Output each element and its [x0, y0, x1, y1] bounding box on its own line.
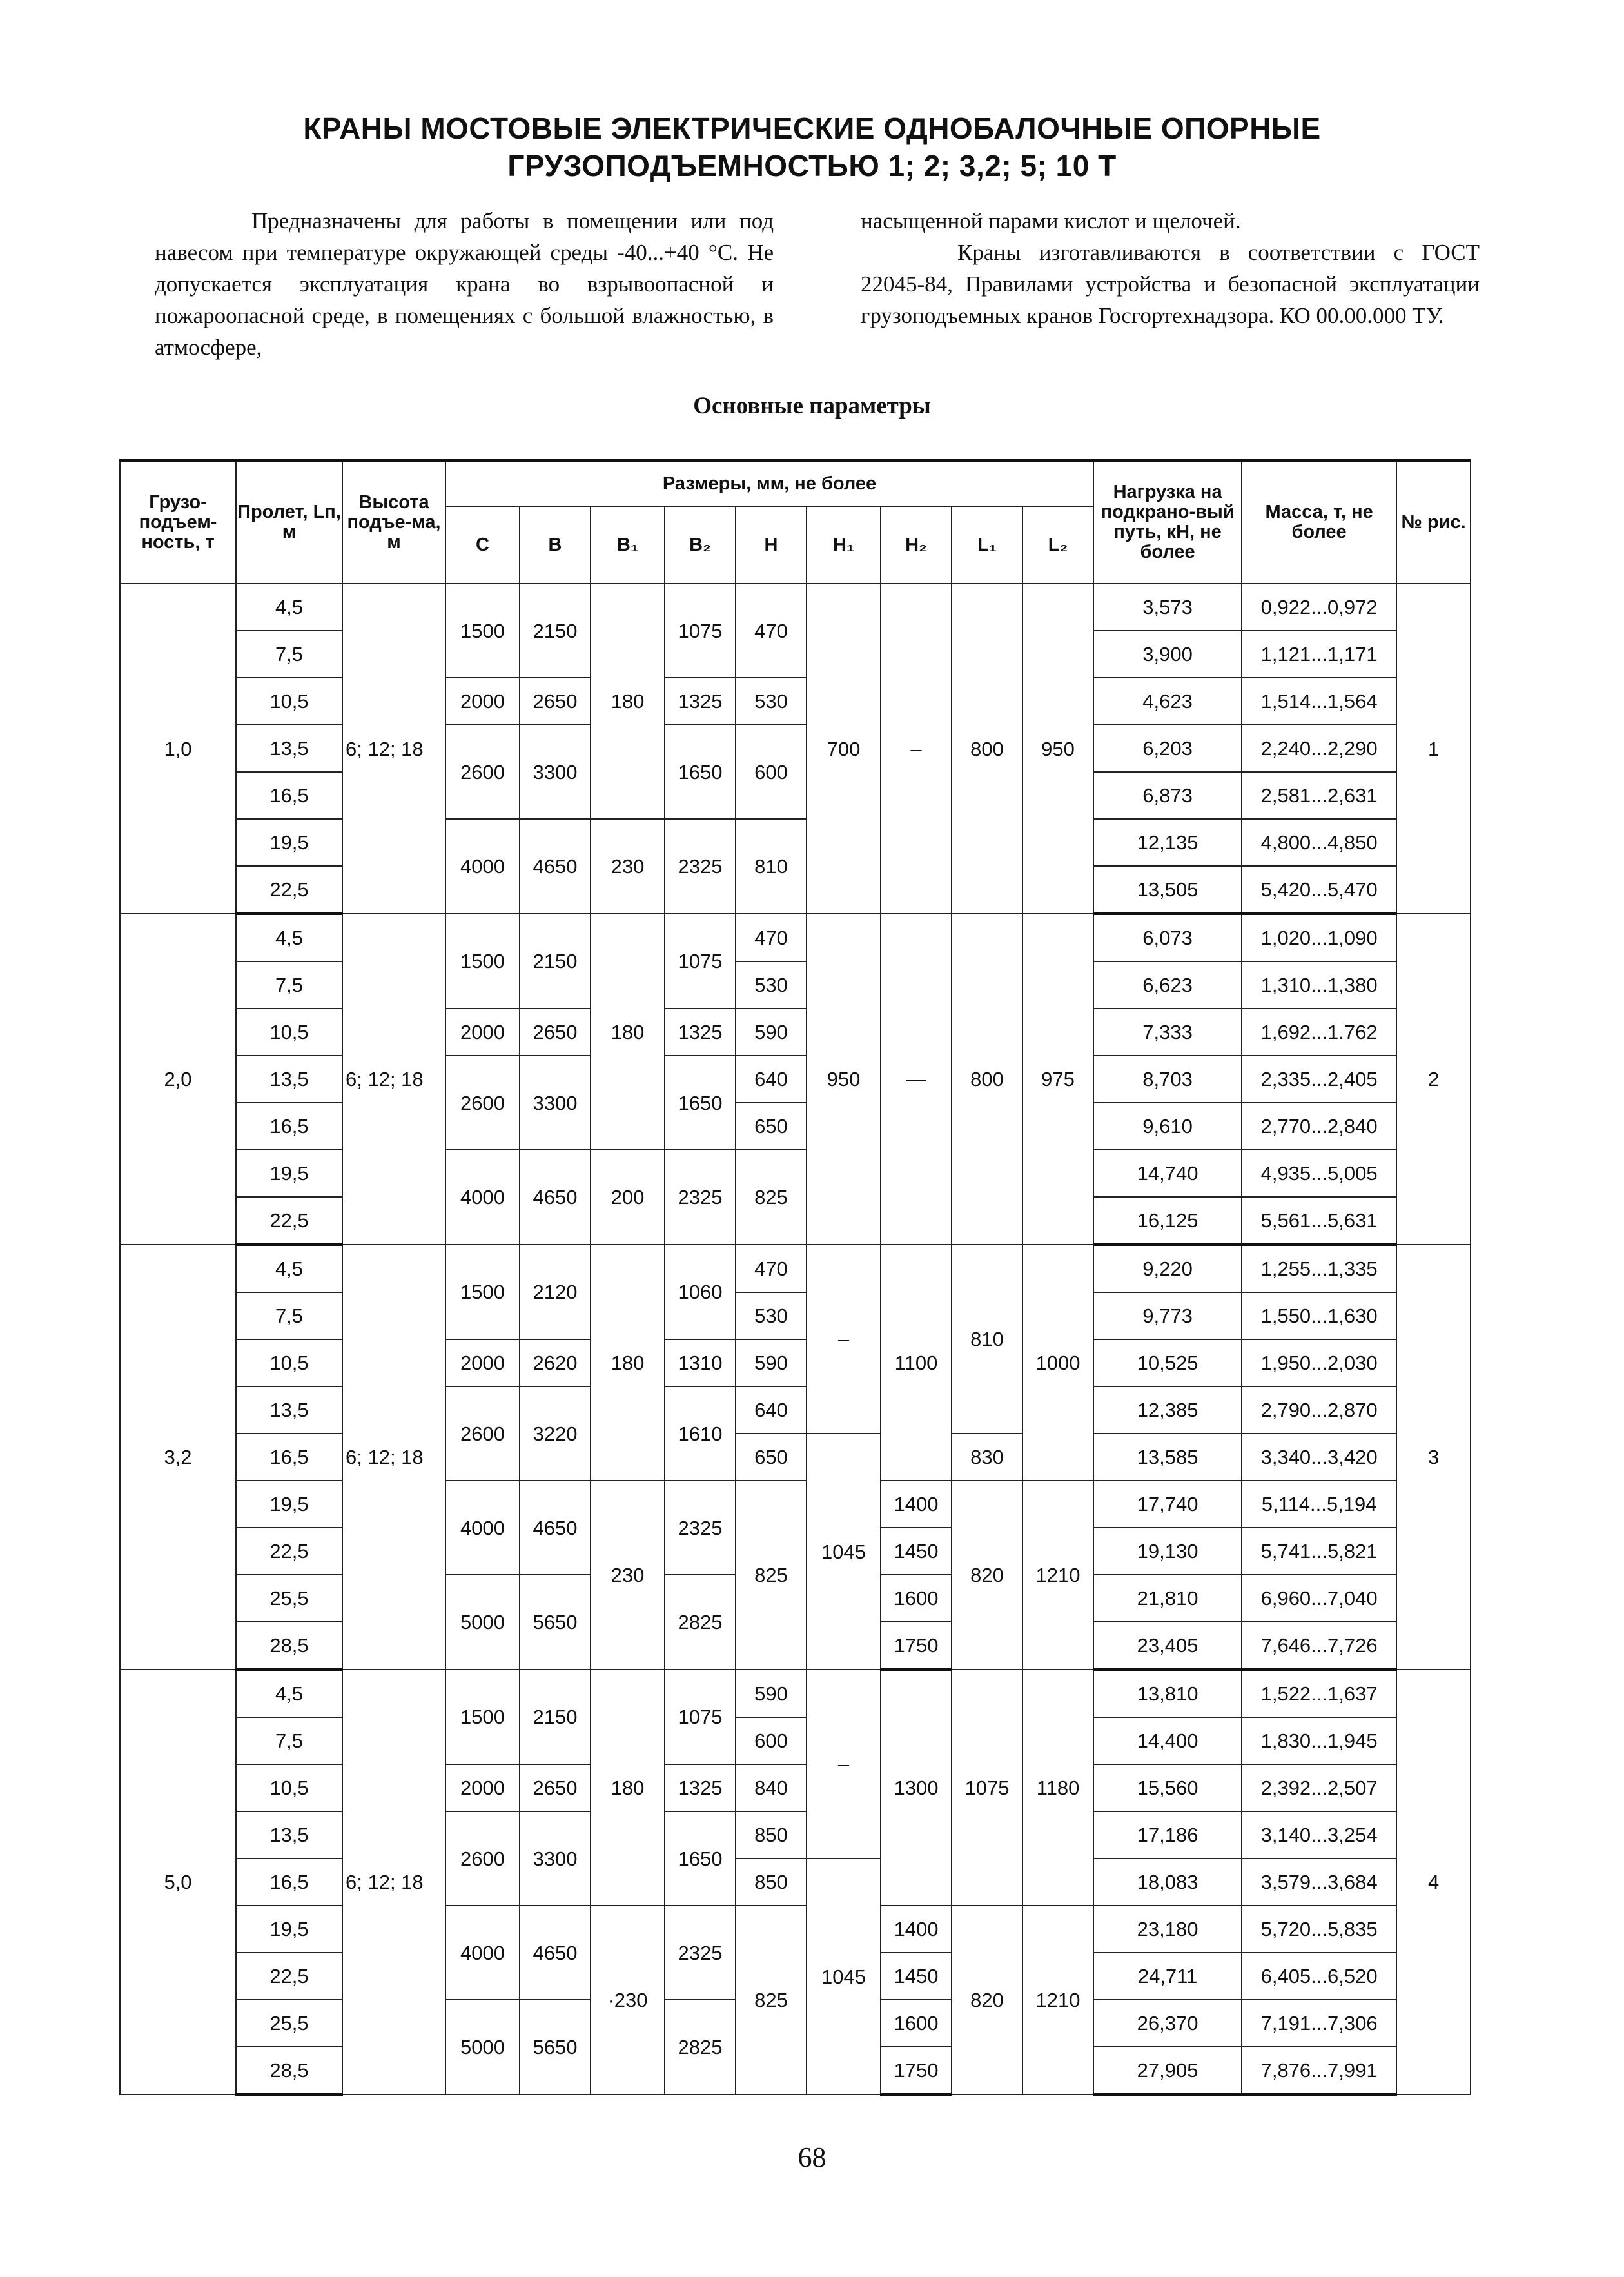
- load-cell: 26,370: [1093, 2000, 1242, 2047]
- span-cell: 7,5: [236, 1717, 342, 1764]
- dim-H-cell: 850: [736, 1811, 807, 1858]
- dim-C-cell: 1500: [445, 1245, 520, 1339]
- dim-H2-cell: –: [881, 584, 952, 914]
- span-cell: 28,5: [236, 1622, 342, 1670]
- dim-H2-cell: 1450: [881, 1953, 952, 2000]
- dim-C-cell: 2000: [445, 1764, 520, 1811]
- load-cell: 23,180: [1093, 1906, 1242, 1953]
- dim-H2-cell: 1300: [881, 1670, 952, 1906]
- load-cell: 9,220: [1093, 1245, 1242, 1292]
- dim-B1-cell: 180: [591, 584, 665, 819]
- dim-H-cell: 470: [736, 584, 807, 678]
- load-cell: 17,740: [1093, 1481, 1242, 1528]
- header-C: С: [445, 506, 520, 584]
- header-figure: № рис.: [1396, 460, 1471, 584]
- dim-H-cell: 810: [736, 819, 807, 914]
- load-cell: 3,900: [1093, 631, 1242, 678]
- dim-L2-cell: 1000: [1022, 1245, 1093, 1481]
- mass-cell: 6,960...7,040: [1242, 1575, 1396, 1622]
- dim-H2-cell: 1400: [881, 1906, 952, 1953]
- span-cell: 28,5: [236, 2047, 342, 2095]
- span-cell: 7,5: [236, 631, 342, 678]
- dim-B-cell: 4650: [520, 1150, 591, 1245]
- mass-cell: 5,114...5,194: [1242, 1481, 1396, 1528]
- table-row: [120, 1670, 1471, 1717]
- dim-L2-cell: 1210: [1022, 1481, 1093, 1670]
- dim-B-cell: 2150: [520, 914, 591, 1009]
- intro-left-column: [155, 205, 774, 363]
- dim-H1-cell: 1045: [807, 1858, 881, 2095]
- span-cell: 22,5: [236, 1953, 342, 2000]
- dim-H-cell: 590: [736, 1009, 807, 1056]
- span-cell: 4,5: [236, 914, 342, 961]
- mass-cell: 3,579...3,684: [1242, 1858, 1396, 1906]
- span-cell: 13,5: [236, 1056, 342, 1103]
- mass-cell: 6,405...6,520: [1242, 1953, 1396, 2000]
- header-B2: В₂: [665, 506, 736, 584]
- dim-C-cell: 1500: [445, 584, 520, 678]
- dim-H1-cell: –: [807, 1670, 881, 1858]
- table-row: [120, 1764, 1471, 1811]
- header-H2: Н₂: [881, 506, 952, 584]
- figure-cell: 4: [1396, 1670, 1471, 2095]
- span-cell: 16,5: [236, 1103, 342, 1150]
- dim-H-cell: 470: [736, 1245, 807, 1292]
- dim-B-cell: 5650: [520, 2000, 591, 2095]
- dim-H-cell: 650: [736, 1434, 807, 1481]
- dim-H1-cell: 950: [807, 914, 881, 1245]
- header-dimensions: Размеры, мм, не более: [445, 460, 1093, 506]
- mass-cell: 1,310...1,380: [1242, 961, 1396, 1009]
- table-row: [120, 1339, 1471, 1386]
- dim-B-cell: 2650: [520, 1764, 591, 1811]
- table-row: [120, 1386, 1471, 1434]
- load-cell: 13,505: [1093, 866, 1242, 914]
- mass-cell: 1,830...1,945: [1242, 1717, 1396, 1764]
- mass-cell: 1,514...1,564: [1242, 678, 1396, 725]
- dim-B-cell: 3300: [520, 1811, 591, 1906]
- span-cell: 4,5: [236, 584, 342, 631]
- dim-H-cell: 640: [736, 1386, 807, 1434]
- load-cell: 7,333: [1093, 1009, 1242, 1056]
- dim-B-cell: 4650: [520, 819, 591, 914]
- span-cell: 19,5: [236, 1150, 342, 1197]
- header-B: В: [520, 506, 591, 584]
- dim-H2-cell: 1400: [881, 1481, 952, 1528]
- header-load: Нагрузка на подкрано-вый путь, кН, не более: [1093, 460, 1242, 584]
- mass-cell: 5,720...5,835: [1242, 1906, 1396, 1953]
- dim-H-cell: 470: [736, 914, 807, 961]
- span-cell: 25,5: [236, 2000, 342, 2047]
- dim-B1-cell: 200: [591, 1150, 665, 1245]
- dim-H2-cell: 1600: [881, 1575, 952, 1622]
- load-cell: 27,905: [1093, 2047, 1242, 2095]
- dim-H-cell: 825: [736, 1150, 807, 1245]
- span-cell: 13,5: [236, 725, 342, 772]
- dim-B1-cell: 230: [591, 819, 665, 914]
- dim-B1-cell: 180: [591, 914, 665, 1150]
- intro-paragraph-1: Предназначены для работы в помещении или под навесом при температуре окружающей среды -40...+40 °С. Не допускается эксплуатация крана во взрывоопасной и пожароопасной среде, в помещениях с большой влажностью, в атмосфере,: [155, 208, 774, 360]
- dim-B2-cell: 2325: [665, 1481, 736, 1575]
- mass-cell: 1,550...1,630: [1242, 1292, 1396, 1339]
- dim-C-cell: 2000: [445, 1009, 520, 1056]
- header-span: Пролет, Lп, м: [236, 460, 342, 584]
- mass-cell: 4,800...4,850: [1242, 819, 1396, 866]
- dim-H2-cell: —: [881, 914, 952, 1245]
- dim-L2-cell: 1180: [1022, 1670, 1093, 1906]
- dim-B-cell: 2650: [520, 1009, 591, 1056]
- table-row: [120, 678, 1471, 725]
- span-cell: 7,5: [236, 1292, 342, 1339]
- load-cell: 13,810: [1093, 1670, 1242, 1717]
- dim-B2-cell: 1075: [665, 1670, 736, 1764]
- dim-L2-cell: 950: [1022, 584, 1093, 914]
- span-cell: 7,5: [236, 961, 342, 1009]
- dim-C-cell: 5000: [445, 1575, 520, 1670]
- dim-H-cell: 530: [736, 961, 807, 1009]
- span-cell: 19,5: [236, 1906, 342, 1953]
- page-title: [0, 110, 1624, 184]
- mass-cell: 1,255...1,335: [1242, 1245, 1396, 1292]
- dim-C-cell: 2600: [445, 1386, 520, 1481]
- span-cell: 25,5: [236, 1575, 342, 1622]
- dim-H2-cell: 1450: [881, 1528, 952, 1575]
- mass-cell: 0,922...0,972: [1242, 584, 1396, 631]
- table-title: Основные параметры: [693, 393, 931, 419]
- dim-H-cell: 850: [736, 1858, 807, 1906]
- dim-H2-cell: 1600: [881, 2000, 952, 2047]
- dim-C-cell: 4000: [445, 1150, 520, 1245]
- dim-B2-cell: 1060: [665, 1245, 736, 1339]
- mass-cell: 3,140...3,254: [1242, 1811, 1396, 1858]
- span-cell: 16,5: [236, 772, 342, 819]
- dim-C-cell: 5000: [445, 2000, 520, 2095]
- span-cell: 19,5: [236, 819, 342, 866]
- load-cell: 6,073: [1093, 914, 1242, 961]
- figure-cell: 3: [1396, 1245, 1471, 1670]
- span-cell: 10,5: [236, 1339, 342, 1386]
- header-L1: L₁: [952, 506, 1022, 584]
- table-row: [120, 1811, 1471, 1858]
- dim-H-cell: 825: [736, 1481, 807, 1670]
- dim-H-cell: 650: [736, 1103, 807, 1150]
- intro-paragraph-2: Краны изготавливаются в соответствии с ГОСТ 22045-84, Правилами устройства и безопасной эксплуатации грузоподъемных кранов Госгортехнадзора. КО 00.00.000 ТУ.: [861, 240, 1480, 328]
- dim-B-cell: 5650: [520, 1575, 591, 1670]
- figure-cell: 1: [1396, 584, 1471, 914]
- load-cell: 9,610: [1093, 1103, 1242, 1150]
- capacity-cell: 5,0: [120, 1670, 236, 2095]
- dim-C-cell: 4000: [445, 819, 520, 914]
- header-H1: Н₁: [807, 506, 881, 584]
- load-cell: 15,560: [1093, 1764, 1242, 1811]
- load-cell: 24,711: [1093, 1953, 1242, 2000]
- dim-H-cell: 530: [736, 1292, 807, 1339]
- table-row: [120, 914, 1471, 961]
- table-row: [120, 1150, 1471, 1197]
- header-mass: Масса, т, не более: [1242, 460, 1396, 584]
- dim-C-cell: 2600: [445, 1811, 520, 1906]
- dim-C-cell: 2600: [445, 1056, 520, 1150]
- dim-B1-cell: 180: [591, 1670, 665, 1906]
- mass-cell: 5,420...5,470: [1242, 866, 1396, 914]
- dim-H2-cell: 1750: [881, 1622, 952, 1670]
- table-row: [120, 1858, 1471, 1906]
- dim-B-cell: 2120: [520, 1245, 591, 1339]
- mass-cell: 1,950...2,030: [1242, 1339, 1396, 1386]
- mass-cell: 5,741...5,821: [1242, 1528, 1396, 1575]
- load-cell: 12,135: [1093, 819, 1242, 866]
- dim-L2-cell: 975: [1022, 914, 1093, 1245]
- span-cell: 22,5: [236, 1528, 342, 1575]
- header-lift-height: Высота подъе-ма, м: [342, 460, 445, 584]
- figure-cell: 2: [1396, 914, 1471, 1245]
- lift-height-cell: 6; 12; 18: [342, 1670, 445, 2095]
- dim-B-cell: 3300: [520, 1056, 591, 1150]
- header-L2: L₂: [1022, 506, 1093, 584]
- dim-H-cell: 840: [736, 1764, 807, 1811]
- dim-B-cell: 4650: [520, 1906, 591, 2000]
- mass-cell: 4,935...5,005: [1242, 1150, 1396, 1197]
- intro-right-column: [861, 205, 1480, 331]
- load-cell: 6,623: [1093, 961, 1242, 1009]
- dim-H-cell: 600: [736, 1717, 807, 1764]
- capacity-cell: 2,0: [120, 914, 236, 1245]
- dim-H-cell: 590: [736, 1670, 807, 1717]
- parameters-table: [119, 459, 1471, 2096]
- table-row: [120, 1009, 1471, 1056]
- dim-B-cell: 4650: [520, 1481, 591, 1575]
- load-cell: 14,740: [1093, 1150, 1242, 1197]
- load-cell: 12,385: [1093, 1386, 1242, 1434]
- mass-cell: 2,770...2,840: [1242, 1103, 1396, 1150]
- dim-C-cell: 2000: [445, 1339, 520, 1386]
- dim-H-cell: 825: [736, 1906, 807, 2095]
- table-row: [120, 725, 1471, 772]
- dim-L1-cell: 810: [952, 1245, 1022, 1434]
- load-cell: 17,186: [1093, 1811, 1242, 1858]
- capacity-cell: 3,2: [120, 1245, 236, 1670]
- table-row: [120, 584, 1471, 631]
- dim-B2-cell: 1075: [665, 584, 736, 678]
- dim-H-cell: 600: [736, 725, 807, 819]
- span-cell: 19,5: [236, 1481, 342, 1528]
- dim-B-cell: 2150: [520, 584, 591, 678]
- intro-paragraph-1-cont: насыщенной парами кислот и щелочей.: [861, 208, 1241, 233]
- table-row: [120, 961, 1471, 1009]
- dim-B2-cell: 2325: [665, 1150, 736, 1245]
- header-capacity: Грузо-подъем-ность, т: [120, 460, 236, 584]
- span-cell: 16,5: [236, 1434, 342, 1481]
- dim-L1-cell: 1075: [952, 1670, 1022, 1906]
- dim-C-cell: 2000: [445, 678, 520, 725]
- dim-B2-cell: 2825: [665, 2000, 736, 2095]
- dim-B1-cell: 230: [591, 1481, 665, 1670]
- load-cell: 6,873: [1093, 772, 1242, 819]
- load-cell: 19,130: [1093, 1528, 1242, 1575]
- lift-height-cell: 6; 12; 18: [342, 914, 445, 1245]
- parameters-table-wrapper: [119, 459, 1471, 2096]
- span-cell: 22,5: [236, 1197, 342, 1245]
- dim-L1-cell: 820: [952, 1481, 1022, 1670]
- table-row: [120, 1906, 1471, 1953]
- span-cell: 13,5: [236, 1811, 342, 1858]
- span-cell: 10,5: [236, 678, 342, 725]
- load-cell: 16,125: [1093, 1197, 1242, 1245]
- dim-B2-cell: 1610: [665, 1386, 736, 1481]
- mass-cell: 7,191...7,306: [1242, 2000, 1396, 2047]
- header-H: Н: [736, 506, 807, 584]
- dim-B2-cell: 2825: [665, 1575, 736, 1670]
- load-cell: 4,623: [1093, 678, 1242, 725]
- lift-height-cell: 6; 12; 18: [342, 584, 445, 914]
- dim-B2-cell: 1310: [665, 1339, 736, 1386]
- dim-C-cell: 2600: [445, 725, 520, 819]
- dim-B-cell: 3220: [520, 1386, 591, 1481]
- table-row: [120, 1103, 1471, 1150]
- table-row: [120, 1056, 1471, 1103]
- mass-cell: 2,581...2,631: [1242, 772, 1396, 819]
- dim-H-cell: 640: [736, 1056, 807, 1103]
- dim-B1-cell: ·230: [591, 1906, 665, 2095]
- dim-L1-cell: 820: [952, 1906, 1022, 2095]
- table-row: [120, 1292, 1471, 1339]
- load-cell: 21,810: [1093, 1575, 1242, 1622]
- span-cell: 13,5: [236, 1386, 342, 1434]
- dim-C-cell: 4000: [445, 1906, 520, 2000]
- dim-H1-cell: –: [807, 1245, 881, 1434]
- dim-C-cell: 4000: [445, 1481, 520, 1575]
- span-cell: 22,5: [236, 866, 342, 914]
- table-row: [120, 1481, 1471, 1528]
- load-cell: 6,203: [1093, 725, 1242, 772]
- dim-B2-cell: 1325: [665, 1764, 736, 1811]
- table-row: [120, 1434, 1471, 1481]
- dim-B2-cell: 1325: [665, 1009, 736, 1056]
- dim-L2-cell: 1210: [1022, 1906, 1093, 2095]
- dim-B2-cell: 1650: [665, 1811, 736, 1906]
- table-row: [120, 819, 1471, 866]
- load-cell: 9,773: [1093, 1292, 1242, 1339]
- load-cell: 18,083: [1093, 1858, 1242, 1906]
- dim-B2-cell: 2325: [665, 1906, 736, 2000]
- dim-B-cell: 2620: [520, 1339, 591, 1386]
- load-cell: 23,405: [1093, 1622, 1242, 1670]
- dim-L1-cell: 830: [952, 1434, 1022, 1481]
- span-cell: 4,5: [236, 1670, 342, 1717]
- dim-C-cell: 1500: [445, 914, 520, 1009]
- dim-H-cell: 530: [736, 678, 807, 725]
- span-cell: 16,5: [236, 1858, 342, 1906]
- dim-L1-cell: 800: [952, 584, 1022, 914]
- dim-B2-cell: 1075: [665, 914, 736, 1009]
- mass-cell: 1,692...1.762: [1242, 1009, 1396, 1056]
- dim-B2-cell: 1325: [665, 678, 736, 725]
- dim-B-cell: 2650: [520, 678, 591, 725]
- dim-B-cell: 2150: [520, 1670, 591, 1764]
- dim-H-cell: 590: [736, 1339, 807, 1386]
- dim-B1-cell: 180: [591, 1245, 665, 1481]
- dim-B2-cell: 1650: [665, 1056, 736, 1150]
- dim-H1-cell: 700: [807, 584, 881, 914]
- dim-H2-cell: 1100: [881, 1245, 952, 1481]
- page-number: 68: [797, 2142, 827, 2173]
- dim-H2-cell: 1750: [881, 2047, 952, 2095]
- load-cell: 13,585: [1093, 1434, 1242, 1481]
- mass-cell: 1,522...1,637: [1242, 1670, 1396, 1717]
- dim-B2-cell: 1650: [665, 725, 736, 819]
- mass-cell: 7,646...7,726: [1242, 1622, 1396, 1670]
- title-line-1: КРАНЫ МОСТОВЫЕ ЭЛЕКТРИЧЕСКИЕ ОДНОБАЛОЧНЫЕ ОПОРНЫЕ: [303, 112, 1321, 145]
- lift-height-cell: 6; 12; 18: [342, 1245, 445, 1670]
- dim-B-cell: 3300: [520, 725, 591, 819]
- span-cell: 10,5: [236, 1764, 342, 1811]
- load-cell: 3,573: [1093, 584, 1242, 631]
- mass-cell: 2,790...2,870: [1242, 1386, 1396, 1434]
- mass-cell: 2,335...2,405: [1242, 1056, 1396, 1103]
- header-B1: В₁: [591, 506, 665, 584]
- dim-L1-cell: 800: [952, 914, 1022, 1245]
- mass-cell: 1,020...1,090: [1242, 914, 1396, 961]
- mass-cell: 1,121...1,171: [1242, 631, 1396, 678]
- table-row: [120, 1717, 1471, 1764]
- title-line-2: ГРУЗОПОДЪЕМНОСТЬЮ 1; 2; 3,2; 5; 10 Т: [507, 149, 1117, 182]
- load-cell: 14,400: [1093, 1717, 1242, 1764]
- mass-cell: 5,561...5,631: [1242, 1197, 1396, 1245]
- dim-C-cell: 1500: [445, 1670, 520, 1764]
- load-cell: 8,703: [1093, 1056, 1242, 1103]
- mass-cell: 3,340...3,420: [1242, 1434, 1396, 1481]
- dim-B2-cell: 2325: [665, 819, 736, 914]
- table-row: [120, 1245, 1471, 1292]
- span-cell: 4,5: [236, 1245, 342, 1292]
- span-cell: 10,5: [236, 1009, 342, 1056]
- capacity-cell: 1,0: [120, 584, 236, 914]
- load-cell: 10,525: [1093, 1339, 1242, 1386]
- mass-cell: 2,392...2,507: [1242, 1764, 1396, 1811]
- mass-cell: 2,240...2,290: [1242, 725, 1396, 772]
- mass-cell: 7,876...7,991: [1242, 2047, 1396, 2095]
- dim-H1-cell: 1045: [807, 1434, 881, 1670]
